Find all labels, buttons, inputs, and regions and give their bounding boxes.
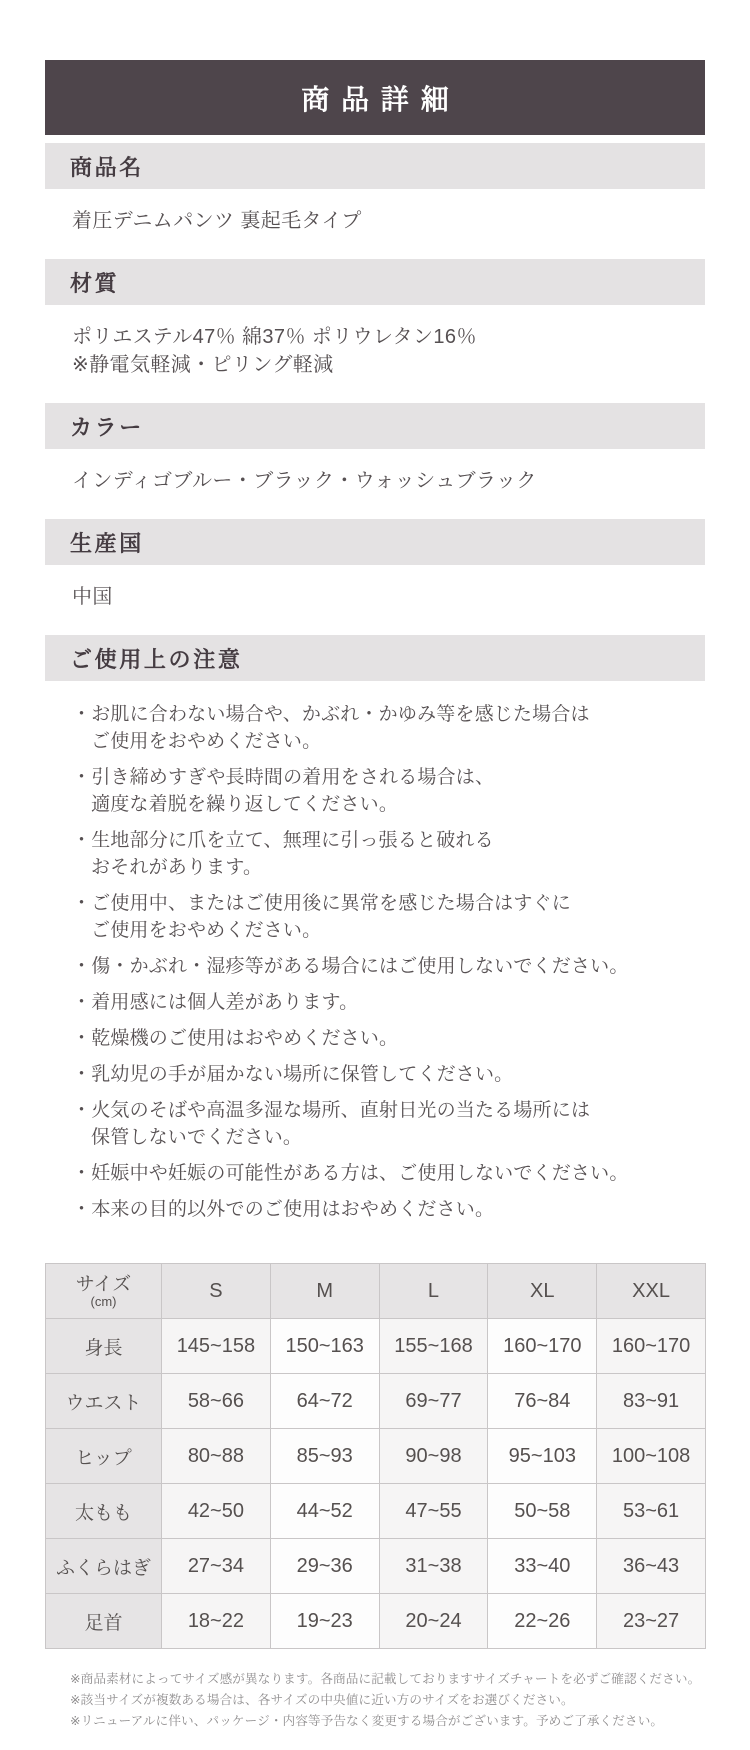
column-header-m: M: [270, 1264, 379, 1319]
table-row: [46, 1539, 706, 1594]
row-label: ヒップ: [46, 1429, 162, 1484]
section-header-precautions: [45, 635, 705, 681]
table-cell: 83~91: [597, 1374, 706, 1429]
table-cell: 90~98: [379, 1429, 488, 1484]
list-item: ・火気のそばや高温多湿な場所、直射日光の当たる場所には 保管しないでください。: [72, 1100, 591, 1148]
table-cell: 69~77: [379, 1374, 488, 1429]
size-unit-header-cell: サイズ (cm): [46, 1264, 162, 1319]
table-cell: 100~108: [597, 1429, 706, 1484]
table-row: [46, 1484, 706, 1539]
footnote: ※商品素材によってサイズ感が異なります。各商品に記載しておりますサイズチャートを必ずご確認ください。: [70, 1672, 701, 1686]
table-cell: 80~88: [162, 1429, 271, 1484]
table-cell: 50~58: [488, 1484, 597, 1539]
table-cell: 47~55: [379, 1484, 488, 1539]
table-row: [46, 1429, 706, 1484]
table-cell: 29~36: [270, 1539, 379, 1594]
product-name-value: 着圧デニムパンツ 裏起毛タイプ: [72, 210, 362, 232]
section-header-country: [45, 519, 705, 565]
precautions-list: [45, 681, 705, 1247]
row-label: 足首: [46, 1594, 162, 1649]
list-item: ・乳幼児の手が届かない場所に保管してください。: [72, 1064, 514, 1085]
table-cell: 85~93: [270, 1429, 379, 1484]
table-cell: 27~34: [162, 1539, 271, 1594]
material-note: ※静電気軽減・ピリング軽減: [72, 354, 334, 376]
table-row: [46, 1319, 706, 1374]
section-title: カラー: [70, 414, 144, 440]
footnote: ※該当サイズが複数ある場合は、各サイズの中央値に近い方のサイズをお選びください。: [70, 1693, 574, 1707]
table-cell: 53~61: [597, 1484, 706, 1539]
row-label: 太もも: [46, 1484, 162, 1539]
section-title: ご使用上の注意: [70, 646, 243, 672]
product-detail-card: [45, 60, 705, 1732]
section-body-product-name: [45, 189, 705, 259]
list-item: ・着用感には個人差があります。: [72, 992, 359, 1013]
table-cell: 18~22: [162, 1594, 271, 1649]
table-cell: 19~23: [270, 1594, 379, 1649]
list-item: ・本来の目的以外でのご使用はおやめください。: [72, 1199, 495, 1220]
footnote: ※リニューアルに伴い、パッケージ・内容等予告なく変更する場合がございます。予めご了承ください。: [70, 1714, 664, 1728]
row-label: ふくらはぎ: [46, 1539, 162, 1594]
table-cell: 36~43: [597, 1539, 706, 1594]
column-header-xl: XL: [488, 1264, 597, 1319]
table-cell: 95~103: [488, 1429, 597, 1484]
section-title: 材質: [70, 270, 120, 296]
list-item: ・引き締めすぎや長時間の着用をされる場合は、 適度な着脱を繰り返してください。: [72, 767, 495, 815]
table-cell: 145~158: [162, 1319, 271, 1374]
color-value: インディゴブルー・ブラック・ウォッシュブラック: [72, 470, 537, 492]
section-body-color: [45, 449, 705, 519]
table-cell: 58~66: [162, 1374, 271, 1429]
section-title: 商品名: [70, 154, 144, 180]
column-header-xxl: XXL: [597, 1264, 706, 1319]
section-header-material: [45, 259, 705, 305]
size-chart-table: [45, 1263, 706, 1649]
footnotes: [70, 1669, 701, 1732]
section-header-color: [45, 403, 705, 449]
column-header-l: L: [379, 1264, 488, 1319]
list-item: ・お肌に合わない場合や、かぶれ・かゆみ等を感じた場合は ご使用をおやめください。: [72, 704, 590, 752]
page-title-bar: [45, 60, 705, 135]
section-body-country: [45, 565, 705, 635]
table-cell: 160~170: [488, 1319, 597, 1374]
table-row: [46, 1594, 706, 1649]
table-cell: 23~27: [597, 1594, 706, 1649]
table-cell: 76~84: [488, 1374, 597, 1429]
table-cell: 150~163: [270, 1319, 379, 1374]
table-cell: 160~170: [597, 1319, 706, 1374]
table-cell: 20~24: [379, 1594, 488, 1649]
table-cell: 42~50: [162, 1484, 271, 1539]
table-cell: 44~52: [270, 1484, 379, 1539]
list-item: ・ご使用中、またはご使用後に異常を感じた場合はすぐに ご使用をおやめください。: [72, 893, 571, 941]
table-cell: 155~168: [379, 1319, 488, 1374]
list-item: ・傷・かぶれ・湿疹等がある場合にはご使用しないでください。: [72, 956, 629, 977]
section-body-material: [45, 305, 705, 403]
page-title: 商品詳細: [301, 83, 461, 115]
country-value: 中国: [72, 586, 113, 608]
table-cell: 31~38: [379, 1539, 488, 1594]
material-value: ポリエステル47％ 綿37％ ポリウレタン16％: [72, 326, 477, 348]
table-cell: 22~26: [488, 1594, 597, 1649]
table-row: [46, 1374, 706, 1429]
list-item: ・乾燥機のご使用はおやめください。: [72, 1028, 399, 1049]
section-header-product-name: [45, 143, 705, 189]
table-cell: 64~72: [270, 1374, 379, 1429]
table-header-row: [46, 1264, 706, 1319]
list-item: ・生地部分に爪を立て、無理に引っ張ると破れる おそれがあります。: [72, 830, 494, 878]
row-label: ウエスト: [46, 1374, 162, 1429]
table-cell: 33~40: [488, 1539, 597, 1594]
row-label: 身長: [46, 1319, 162, 1374]
column-header-s: S: [162, 1264, 271, 1319]
section-title: 生産国: [70, 530, 144, 556]
list-item: ・妊娠中や妊娠の可能性がある方は、ご使用しないでください。: [72, 1163, 629, 1184]
